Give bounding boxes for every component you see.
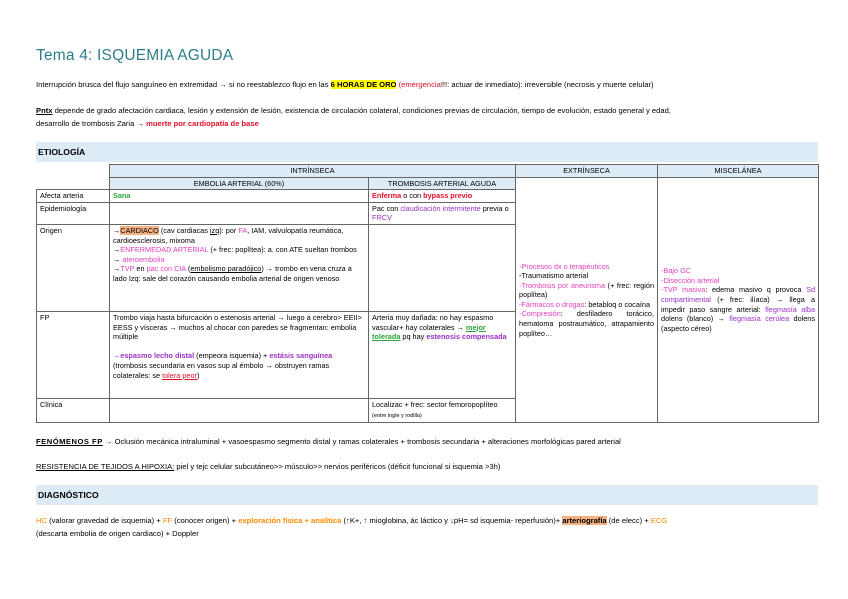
clinica-trombosis-cell: Localizac + frec: sector femoropoplíteo (entre ingle y rodilla) [369, 398, 516, 422]
row-label-afecta: Afecta arteria [37, 190, 110, 203]
row-label-epidemiologia: Epidemiología [37, 202, 110, 224]
section-etiologia-heading: ETIOLOGÍA [36, 142, 818, 162]
resistencia-label: RESISTENCIA DE TEJIDOS A HIPOXIA: [36, 462, 175, 471]
table-row: Afecta arteria Sana Enferma o con bypass previo [37, 190, 819, 203]
row-label-origen: Origen [37, 224, 110, 311]
fp-embolia-cell: Trombo viaja hasta bifurcación o estenosis arterial → luego a cerebro> EEII> EESS y vísceras → muchos al chocar con paredes se fragmentan: embolia múltiple →espasmo lecho distal (empeora isquemia) + estásis sanguínea (trombosis secundaria en vasos sup al émbolo → obstruyen ramas colaterales: se tolera peor) [110, 311, 369, 398]
afecta-embolia: Sana [113, 191, 131, 201]
section-diagnostico-heading: DIAGNÓSTICO [36, 485, 818, 505]
etiologia-table [36, 164, 819, 423]
pntx-label: Pntx [36, 106, 53, 115]
pntx-paragraph: Pntx depende de grado afectación cardiaca, lesión y extensión de lesión, existencia de circulación colateral, condiciones previas de circulación, tiempo de evolución, estado general y edad, desarrollo de trombosis Zaria → muerte por cardiopatía de base [36, 106, 671, 128]
intro-text: Interrupción brusca del flujo sanguíneo en extremidad → si no reestablezco flujo en las [36, 80, 331, 89]
fenomenos-label: FENÓMENOS FP [36, 437, 103, 446]
miscelanea-cell: -Bajo GC -Disección arterial -TVP masiva: edema masivo q provoca Sd compartimental (+ frec: ilíaca) → llega a impedir paso sangre arterial: flegmasía alba dolens (blanco) → flegmasía cerúlea dolens (aspecto céreo) [658, 177, 819, 423]
col-extrinseca: EXTRÍNSECA [516, 165, 658, 178]
col-intrinseca: INTRÍNSECA [110, 165, 516, 178]
table-row: Epidemiología Pac con claudicación intermitente previa o FRCV [37, 202, 819, 224]
col-miscelanea: MISCELÁNEA [658, 165, 819, 178]
col-embolia: EMBOLIA ARTERIAL (60%) [110, 177, 369, 190]
row-label-fp: FP [37, 311, 110, 398]
emergency-text: (emergencia [398, 80, 441, 89]
resistencia-paragraph: RESISTENCIA DE TEJIDOS A HIPOXIA: piel y tejc celular subcutáneo>> músculo>> nervios periféricos (déficit funcional si isquemia >3h) [36, 462, 501, 471]
pntx-death-text: muerte por cardiopatía de base [146, 118, 259, 128]
intro-paragraph: Interrupción brusca del flujo sanguíneo en extremidad → si no reestablezco flujo en las 6 HORAS DE ORO (emergencia!!!: actuar de inmediato): irreversible (necrosis y muerte celular) [36, 80, 654, 89]
table-header-row [37, 165, 819, 178]
page-title: Tema 4: ISQUEMIA AGUDA [36, 47, 234, 64]
fenomenos-paragraph: FENÓMENOS FP → Oclusión mecánica intraluminal + vasoespasmo segmento distal y ramas colaterales + trombosis secundaria + alteraciones morfológicas pared arterial [36, 437, 621, 446]
col-trombosis: TROMBOSIS ARTERIAL AGUDA [369, 177, 516, 190]
row-label-clinica: Clínica [37, 398, 110, 422]
diagnostico-paragraph: HC (valorar gravedad de isquemia) + FF (conocer origen) + exploración física + analítica (↑K+, ↑ mioglobina, ác láctico y ↓pH= sd isquemia- reperfusión)+ arteriografía (de elecc) + ECG (descarta embolia de origen cardiaco) + Doppler [36, 516, 668, 538]
extrinseca-cell: -Procesos dx o terapéuticos -Traumatismo arterial -Trombosis por aneurisma (+ frec: región poplítea) -Fármacos o drogas: betabloq o cocaína -Compresión: desfiladero torácico, hematoma postraumático, atrapamiento poplíteo… [516, 177, 658, 423]
origen-embolia-cell: →CARDIACO (cav cardiacas izq): por FA, IAM, valvulopatía reumática, cardioesclerosis, mixoma →ENFERMEDAD ARTERIAL (+ frec: poplítea): a. con ATE sueltan trombos → ateroembolia →TVP en pac con CIA (embolismo paradójico) → trombo en vena cruza a lado Izq: sale del corazón causando embolia arterial de origen venoso [110, 224, 369, 311]
fp-trombosis-cell: Arteria muy dañada: no hay espasmo vascular+ hay colaterales → mejor tolerada pq hay estenosis compensada [369, 311, 516, 398]
table-subheader-row [37, 177, 819, 190]
golden-hours-highlight: 6 HORAS DE ORO [330, 80, 397, 89]
